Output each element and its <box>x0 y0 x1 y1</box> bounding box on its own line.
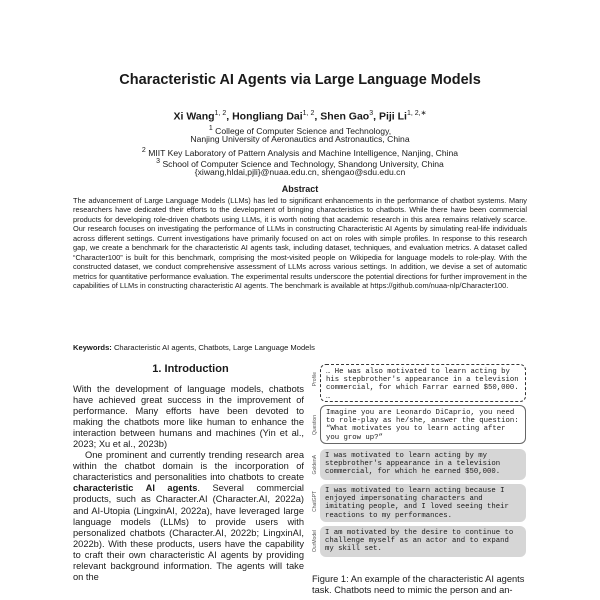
introduction-body <box>73 384 304 583</box>
row-label-profile: Profile <box>312 372 318 387</box>
paper-title: Characteristic AI Agents via Large Language Models <box>119 72 481 88</box>
author-name: Piji Li <box>378 110 407 123</box>
affiliation: Nanjing University of Aeronautics and Astronautics, China <box>190 134 410 144</box>
paragraph: With the development of language models, chatbots have achieved great success in the improvement of performance. Many efforts have been devoted to making the chatbots more like human to enhance the interaction between humans and machines (Yin et al., 2023; Xu et al., 2023b) <box>73 384 304 450</box>
row-label-chatgpt: ChatGPT <box>312 491 318 512</box>
author-name: Xi Wang <box>173 110 215 123</box>
question-box: Imagine you are Leonardo DiCaprio, you need to role-play as he/she, answer the question: “What motivates you to learn acting after you grow up?” <box>320 405 526 444</box>
row-label-question: Question <box>312 415 318 436</box>
affiliation: $^3$ School of Computer Science and Technology, Shandong University, China <box>156 158 444 169</box>
affiliation: $^2$ MIIT Key Laboratory of Pattern Analysis and Machine Intelligence, Nanjing, China <box>141 147 459 158</box>
author-name: Hongliang Dai <box>232 110 303 123</box>
paragraph: One prominent and currently trending research area within the chatbot domain is the incorporation of characteristics and personalities into chatbots to create characteristic AI agents. Several commercial products, such as Character.AI (Character.AI, 2022a) and AI-Utopia (LingxinAI, 2022a), have leveraged large language models (LLMs) to provide users with personalized chatbots (Character.AI, 2022b; LingxinAI, 2022b). With these products, users have the capability to craft their own characteristic AI agents by providing relevant background information. The agents will take on the <box>73 450 304 582</box>
author-list: Xi Wang$^{1, 2}$, Hongliang Dai$^{1, 2}$, Shen Gao$^3$, Piji $Li^{1, 2,∗}$ <box>173 110 427 123</box>
profile-box: … He was also motivated to learn acting by his stepbrother's appearance in a television commercial, for which Farrar earned $50,000. … <box>320 364 526 402</box>
row-label-golden: GoldenA <box>312 455 318 475</box>
author-emails: {xiwang,hldai,pjli}@nuaa.edu.cn, shengao@sdu.edu.cn <box>194 167 406 177</box>
row-label-ourmodel: OurModel <box>312 530 318 552</box>
abstract-heading: Abstract <box>281 184 319 194</box>
abstract-text: The advancement of Large Language Models (LLMs) has led to significant enhancements in the performance of chatbot systems. Many researchers have dedicated their efforts to the development of bringing characteristics to chatbots. While there have been commercial products for developing role-driven chatbots using LLMs, it is worth noting that academic research in this area remains relatively scarce. Our research focuses on investigating the performance of LLMs in constructing Characteristic AI Agents by simulating real-life individuals across different settings. Current investigations have primarily focused on act on roles with simple profiles. In response to this research gap, we create a benchmark for the characteristic AI agents task, including dataset, techniques, and evaluation metrics. A dataset called “Character100” is built for this benchmark, comprising the most-visited people on Wikipedia for language models to role-play. With the constructed dataset, we conduct comprehensive assessment of LLMs across various settings. In addition, we devise a set of automatic metrics for quantitative performance evaluation. The experimental results underscore the potential directions for further improvement in the capabilities of LLMs in constructing characteristic AI agents. The benchmark is available at https://github.com/nuaa-nlp/Character100. <box>73 196 527 291</box>
answer-box-ourmodel: I am motivated by the desire to continue to challenge myself as an actor and to expand my skill set. <box>320 526 526 557</box>
answer-box-golden: I was motivated to learn acting by my stepbrother's appearance in a television commercial, for which he earned $50,000. <box>320 449 526 480</box>
keywords <box>73 343 315 352</box>
figure-caption: Figure 1: An example of the characteristic AI agents task. Chatbots need to mimic the person and an- <box>312 574 525 595</box>
affiliation: $^1$ College of Computer Science and Technology, <box>208 125 392 136</box>
keywords-text: Characteristic AI agents, Chatbots, Large Language Models <box>113 343 315 352</box>
section-heading-introduction: 1. Introduction <box>152 363 229 375</box>
author-name: Shen Gao <box>320 110 370 123</box>
keywords-label: Keywords: <box>73 343 112 352</box>
answer-box-chatgpt: I was motivated to learn acting because I enjoyed impersonating characters and imitating people, and I loved seeing their reactions to my performances. <box>320 484 526 522</box>
